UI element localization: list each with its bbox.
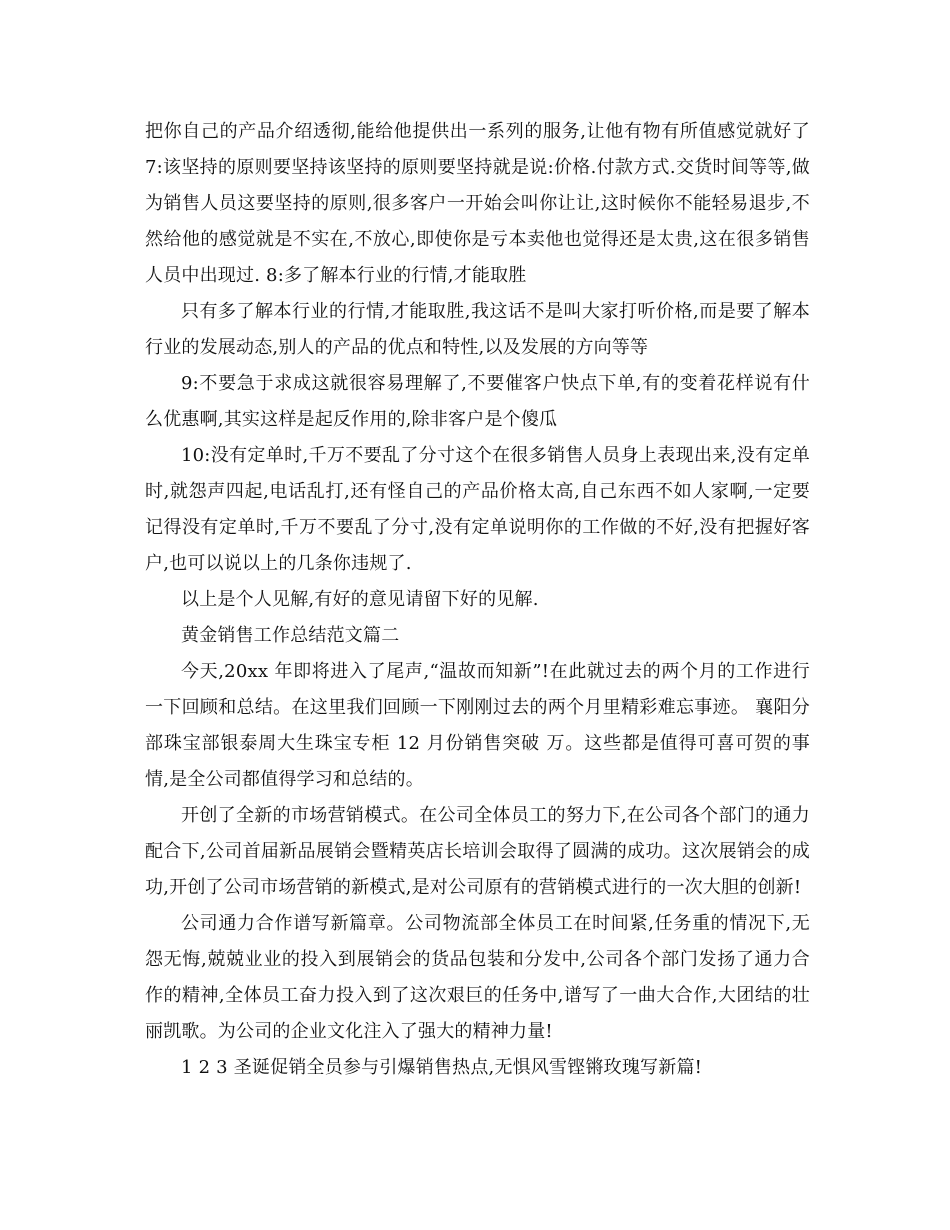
paragraph-continuation: 把你自己的产品介绍透彻,能给他提供出一系列的服务,让他有物有所值感觉就好了 7:该坚持的原则要坚持该坚持的原则要坚持就是说:价格.付款方式.交货时间等等,做为销售人员这要坚持的原则,很多客户一开始会叫你让让,这时候你不能轻易退步,不然给他的感觉就是不实在,不放心,即使你是亏本卖他也觉得还是太贵,这在很多销售人员中出现过. 8:多了解本行业的行情,才能取胜	[145, 121, 810, 286]
section-heading: 黄金销售工作总结范文篇二	[181, 625, 400, 646]
paragraph: 只有多了解本行业的行情,才能取胜,我这话不是叫大家打听价格,而是要了解本行业的发展动态,别人的产品的优点和特性,以及发展的方向等等	[145, 301, 810, 358]
paragraph: 今天,20xx 年即将进入了尾声,“温故而知新”!在此就过去的两个月的工作进行一下回顾和总结。在这里我们回顾一下刚刚过去的两个月里精彩难忘事迹。 襄阳分部珠宝部银泰周大生珠宝专柜 12 月份销售突破 万。这些都是值得可喜可贺的事情,是全公司都值得学习和总结的。	[145, 661, 810, 790]
paragraph: 1 2 3 圣诞促销全员参与引爆销售热点,无惧风雪铿锵玫瑰写新篇!	[181, 1057, 703, 1078]
paragraph: 9:不要急于求成这就很容易理解了,不要催客户快点下单,有的变着花样说有什么优惠啊,其实这样是起反作用的,除非客户是个傻瓜	[145, 373, 810, 430]
document-body	[145, 114, 810, 1086]
paragraph: 公司通力合作谱写新篇章。公司物流部全体员工在时间紧,任务重的情况下,无怨无悔,兢兢业业的投入到展销会的货品包装和分发中,公司各个部门发扬了通力合作的精神,全体员工奋力投入到了这次艰巨的任务中,谱写了一曲大合作,大团结的壮丽凯歌。为公司的企业文化注入了强大的精神力量!	[145, 913, 810, 1042]
paragraph: 开创了全新的市场营销模式。在公司全体员工的努力下,在公司各个部门的通力配合下,公司首届新品展销会暨精英店长培训会取得了圆满的成功。这次展销会的成功,开创了公司市场营销的新模式,是对公司原有的营销模式进行的一次大胆的创新!	[145, 805, 810, 898]
paragraph: 10:没有定单时,千万不要乱了分寸这个在很多销售人员身上表现出来,没有定单时,就怨声四起,电话乱打,还有怪自己的产品价格太高,自己东西不如人家啊,一定要记得没有定单时,千万不要乱了分寸,没有定单说明你的工作做的不好,没有把握好客户,也可以说以上的几条你违规了.	[145, 445, 810, 574]
paragraph: 以上是个人见解,有好的意见请留下好的见解.	[181, 589, 539, 610]
